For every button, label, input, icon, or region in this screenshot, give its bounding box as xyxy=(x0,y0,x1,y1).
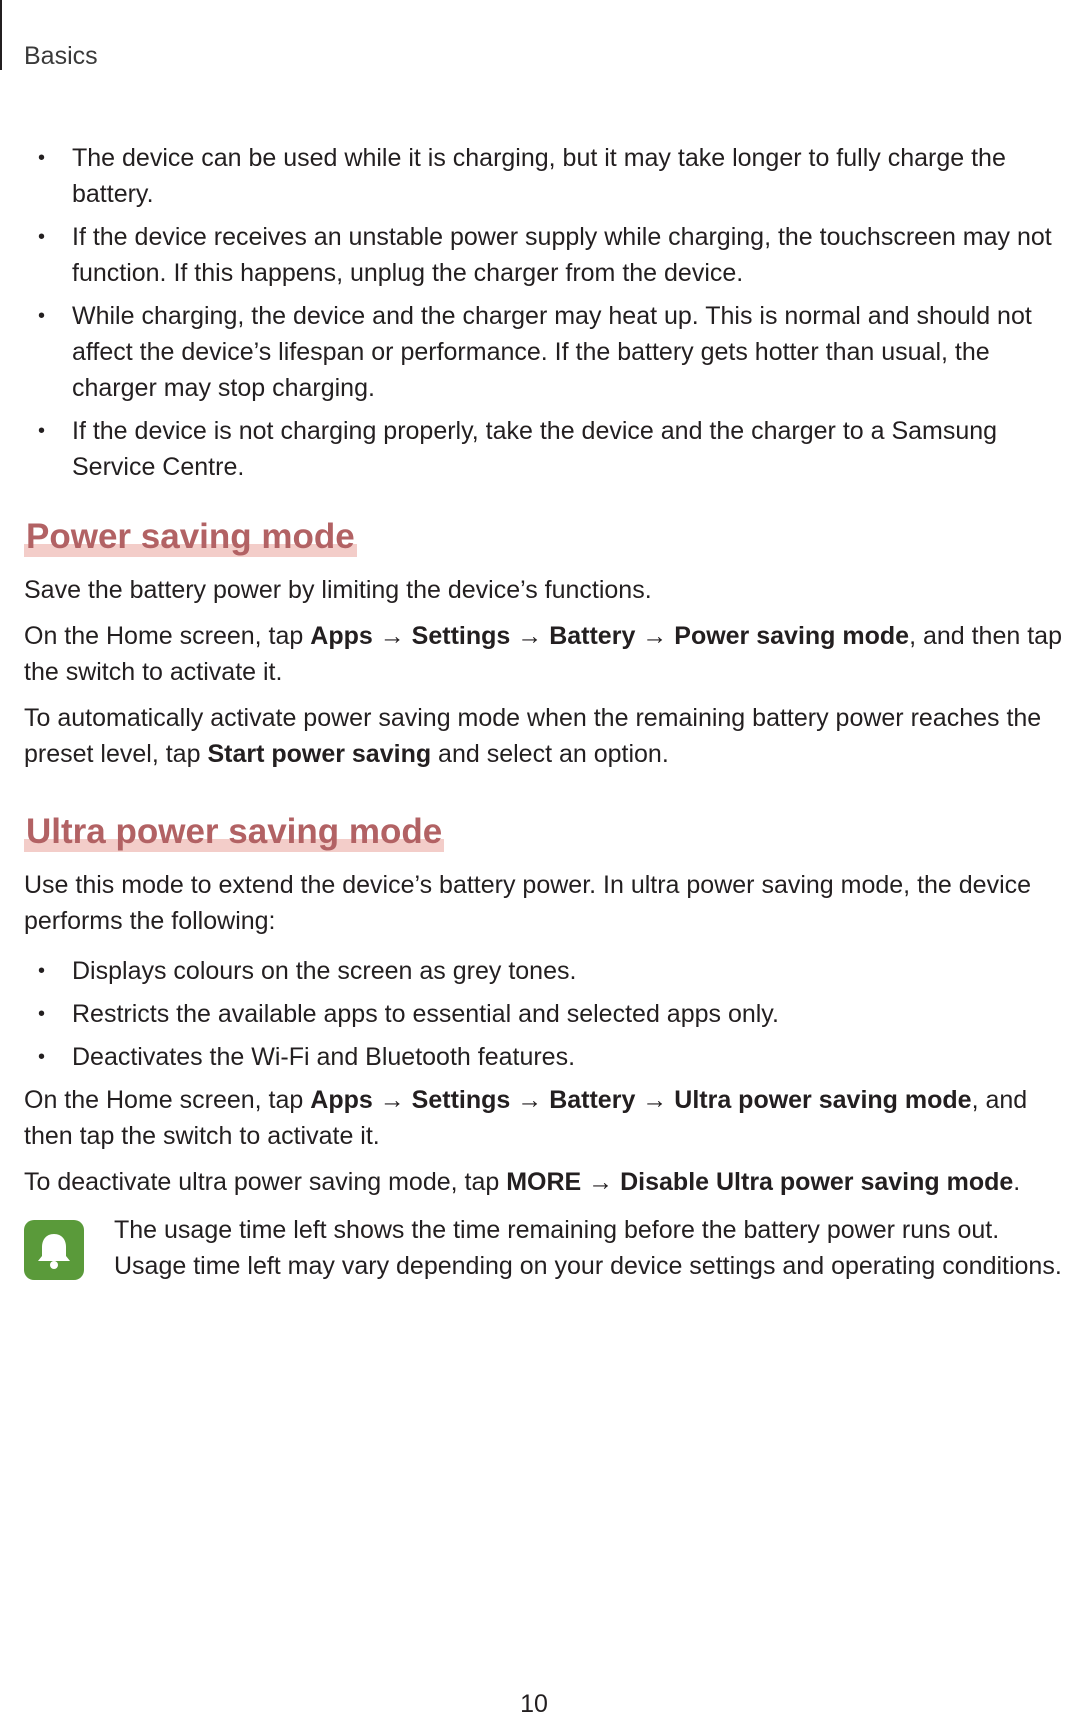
power-saving-auto: To automatically activate power saving mode when the remaining battery power reaches the preset level, tap Start power saving and select an option. xyxy=(24,704,1042,768)
path-battery: Battery xyxy=(549,622,636,650)
charging-bullets xyxy=(24,140,1066,485)
bullet-icon: • xyxy=(38,147,46,169)
bullet-icon: • xyxy=(38,1003,46,1025)
bullet-icon: • xyxy=(38,420,46,442)
more-label: MORE xyxy=(506,1168,582,1196)
path-power-saving-mode: Power saving mode xyxy=(674,622,910,650)
power-saving-heading: Power saving mode xyxy=(26,517,355,556)
ultra-power-saving-deactivate: To deactivate ultra power saving mode, tap MORE → Disable Ultra power saving mode. xyxy=(24,1168,1021,1196)
page-number: 10 xyxy=(520,1690,548,1718)
disable-ultra-label: Disable Ultra power saving mode xyxy=(620,1168,1014,1196)
path-ultra-power-saving-mode: Ultra power saving mode xyxy=(674,1086,972,1114)
bullet-icon: • xyxy=(38,1046,46,1068)
bullet-icon: • xyxy=(38,960,46,982)
section-header: Basics xyxy=(24,42,98,70)
power-saving-intro: Save the battery power by limiting the device’s functions. xyxy=(24,576,652,604)
path-settings: Settings xyxy=(411,622,511,650)
path-battery: Battery xyxy=(549,1086,636,1114)
power-saving-steps: On the Home screen, tap Apps → Settings → Battery → Power saving mode, and then tap the switch to activate it. xyxy=(24,622,1062,686)
note-text: The usage time left shows the time remaining before the battery power runs out. Usage time left may vary depending on your device settings and operating conditions. xyxy=(114,1216,1062,1280)
path-apps: Apps xyxy=(310,1086,373,1114)
list-item: • If the device receives an unstable power supply while charging, the touchscreen may not function. If this happens, unplug the charger from the device. xyxy=(24,219,1066,291)
start-power-saving-label: Start power saving xyxy=(207,740,432,768)
bell-icon xyxy=(24,1220,84,1280)
page-content xyxy=(24,140,1066,1294)
bullet-icon: • xyxy=(38,226,46,248)
header-rule xyxy=(0,0,2,70)
list-item: • Deactivates the Wi-Fi and Bluetooth features. xyxy=(24,1039,1066,1075)
list-item: • If the device is not charging properly, take the device and the charger to a Samsung Service Centre. xyxy=(24,413,1066,485)
ultra-power-saving-intro: Use this mode to extend the device’s battery power. In ultra power saving mode, the device performs the following: xyxy=(24,871,1032,935)
note-box xyxy=(24,1212,1066,1284)
path-settings: Settings xyxy=(411,1086,511,1114)
ultra-power-saving-steps: On the Home screen, tap Apps → Settings → Battery → Ultra power saving mode, and then tap the switch to activate it. xyxy=(24,1086,1028,1150)
list-item: • The device can be used while it is charging, but it may take longer to fully charge the battery. xyxy=(24,140,1066,212)
list-item: • While charging, the device and the charger may heat up. This is normal and should not affect the device’s lifespan or performance. If the battery gets hotter than usual, the charger may stop charging. xyxy=(24,298,1066,406)
path-apps: Apps xyxy=(310,622,373,650)
bullet-icon: • xyxy=(38,305,46,327)
list-item: • Restricts the available apps to essential and selected apps only. xyxy=(24,996,1066,1032)
ultra-power-saving-heading: Ultra power saving mode xyxy=(26,812,443,851)
list-item: • Displays colours on the screen as grey tones. xyxy=(24,953,1066,989)
ultra-bullets xyxy=(24,953,1066,1075)
